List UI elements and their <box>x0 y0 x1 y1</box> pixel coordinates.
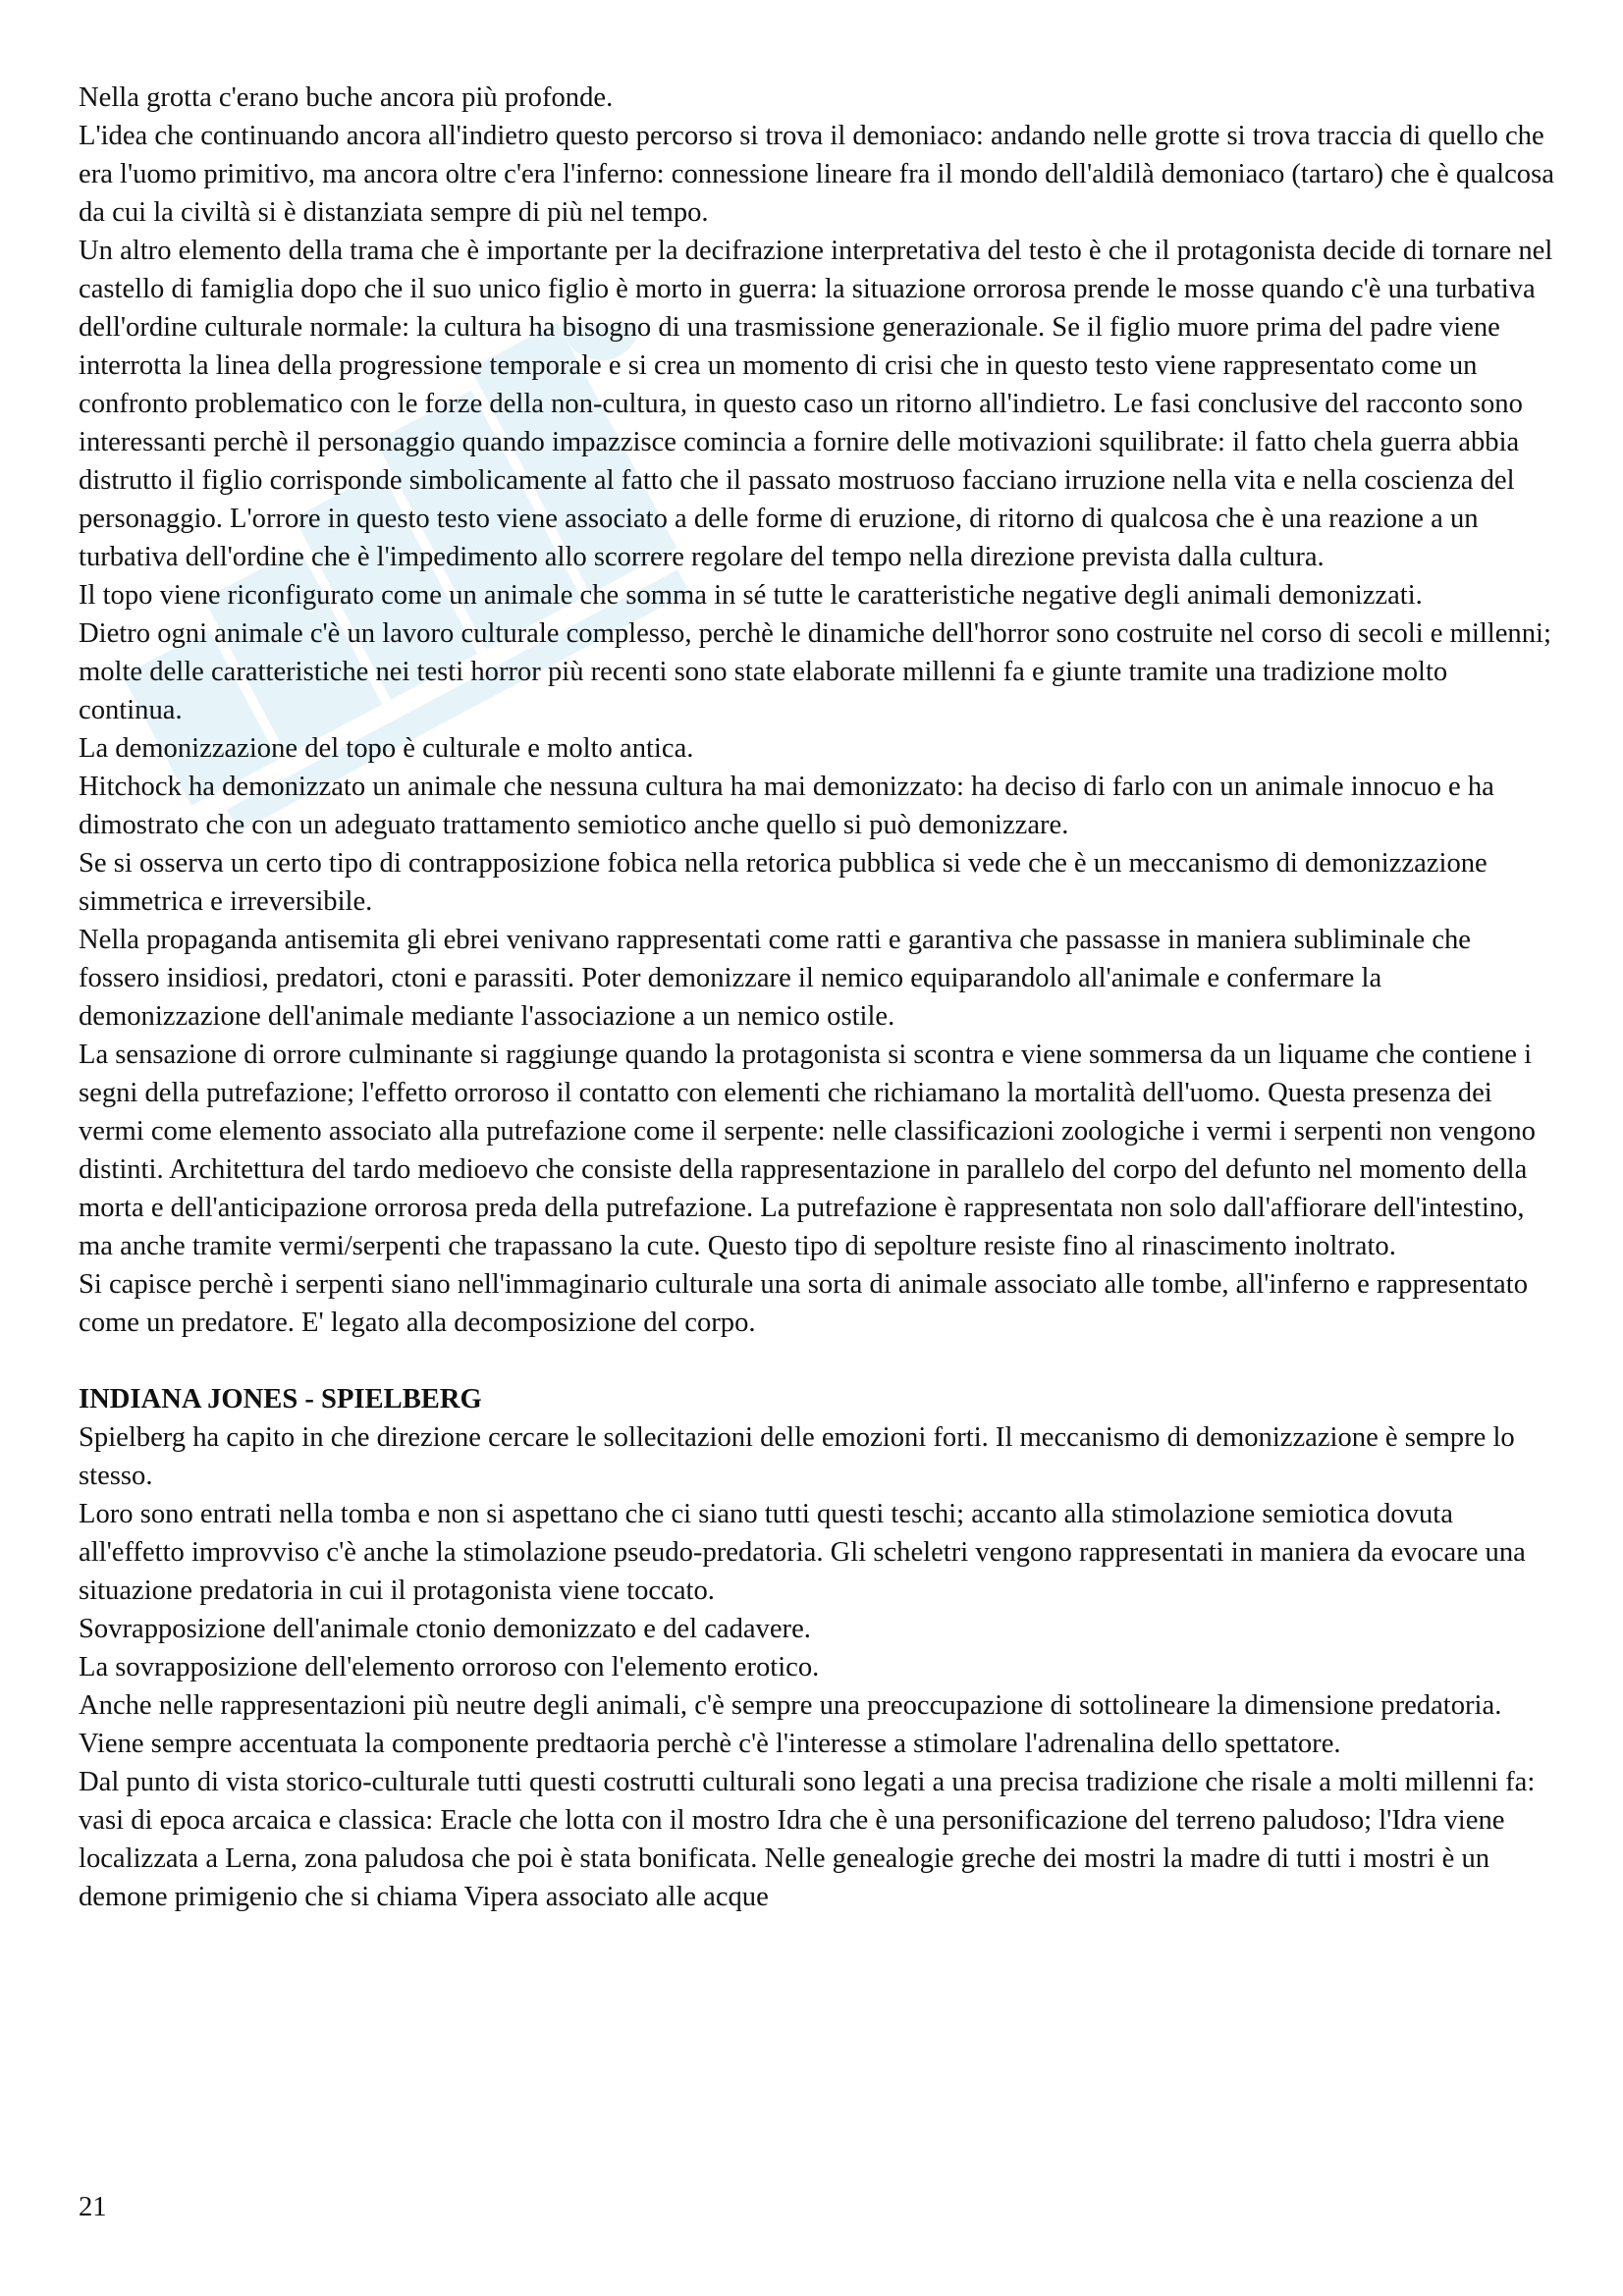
paragraph: Anche nelle rappresentazioni più neutre degli animali, c'è sempre una preoccupazione di sottolineare la dimensione predatoria. Viene sempre accentuata la componente predtaoria perchè c'è l'interesse a stimolare l'adrenalina dello spettatore. <box>79 1690 1502 1759</box>
paragraph: Si capisce perchè i serpenti siano nell'immaginario culturale una sorta di animale associato alle tombe, all'inferno e rappresentato come un predatore. E' legato alla decomposizione del corpo. <box>79 1269 1528 1338</box>
page-number: 21 <box>79 2192 107 2222</box>
paragraph: La demonizzazione del topo è culturale e molto antica. <box>79 733 694 764</box>
paragraph: Spielberg ha capito in che direzione cercare le sollecitazioni delle emozioni forti. Il meccanismo di demonizzazione è sempre lo stesso. <box>79 1422 1515 1491</box>
paragraph: Il topo viene riconfigurato come un animale che somma in sé tutte le caratteristiche negative degli animali demonizzati. <box>79 580 1423 611</box>
paragraph: Nella propaganda antisemita gli ebrei venivano rappresentati come ratti e garantiva che passasse in maniera subliminale che fossero insidiosi, predatori, ctoni e parassiti. Poter demonizzare il nemico equiparandolo all'animale e confermare la demonizzazione dell'animale mediante l'associazione a un nemico ostile. <box>79 925 1472 1032</box>
paragraph: Un altro elemento della trama che è importante per la decifrazione interpretativa del testo è che il protagonista decide di tornare nel castello di famiglia dopo che il suo unico figlio è morto in guerra: la situazione orrorosa prende le mosse quando c'è una turbativa dell'ordine culturale normale: la cultura ha bisogno di una trasmissione generazionale. Se il figlio muore prima del padre viene interrotta la linea della progressione temporale e si crea un momento di crisi che in questo testo viene rappresentato come un confronto problematico con le forze della non-cultura, in questo caso un ritorno all'indietro. Le fasi conclusive del racconto sono interessanti perchè il personaggio quando impazzisce comincia a fornire delle motivazioni squilibrate: il fatto chela guerra abbia distrutto il figlio corrisponde simbolicamente al fatto che il passato mostruoso facciano irruzione nella vita e nella coscienza del personaggio. L'orrore in questo testo viene associato a delle forme di eruzione, di ritorno di qualcosa che è una reazione a un turbativa dell'ordine che è l'impedimento allo scorrere regolare del tempo nella direzione prevista dalla cultura. <box>79 236 1553 572</box>
paragraph: Loro sono entrati nella tomba e non si aspettano che ci siano tutti questi teschi; accanto alla stimolazione semiotica dovuta all'effetto improvviso c'è anche la stimolazione pseudo-predatoria. Gli scheletri vengono rappresentati in maniera da evocare una situazione predatoria in cui il protagonista viene toccato. <box>79 1499 1526 1606</box>
paragraph: Dietro ogni animale c'è un lavoro culturale complesso, perchè le dinamiche dell'horror sono costruite nel corso di secoli e millenni; molte delle caratteristiche nei testi horror più recenti sono state elaborate millenni fa e giunte tramite una tradizione molto continua. <box>79 618 1551 725</box>
paragraph: Se si osserva un certo tipo di contrapposizione fobica nella retorica pubblica si vede che è un meccanismo di demonizzazione simmetrica e irreversibile. <box>79 848 1488 917</box>
paragraph: La sovrapposizione dell'elemento orroroso con l'elemento erotico. <box>79 1652 820 1682</box>
paragraph: Dal punto di vista storico-culturale tutti questi costrutti culturali sono legati a una precisa tradizione che risale a molti millenni fa: vasi di epoca arcaica e classica: Eracle che lotta con il mostro Idra che è una personificazione del terreno paludoso; l'Idra viene localizzata a Lerna, zona paludosa che poi è stata bonificata. Nelle genealogie greche dei mostri la madre di tutti i mostri è un demone primigenio che si chiama Vipera associato alle acque <box>79 1767 1536 1912</box>
paragraph: Hitchock ha demonizzato un animale che nessuna cultura ha mai demonizzato: ha deciso di farlo con un animale innocuo e ha dimostrato che con un adeguato trattamento semiotico anche quello si può demonizzare. <box>79 772 1494 840</box>
paragraph: La sensazione di orrore culminante si raggiunge quando la protagonista si scontra e viene sommersa da un liquame che contiene i segni della putrefazione; l'effetto orroroso il contatto con elementi che richiamano la mortalità dell'uomo. Questa presenza dei vermi come elemento associato alla putrefazione come il serpente: nelle classificazioni zoologiche i vermi i serpenti non vengono distinti. Architettura del tardo medioevo che consiste della rappresentazione in parallelo del corpo del defunto nel momento della morta e dell'anticipazione orrorosa preda della putrefazione. La putrefazione è rappresentata non solo dall'affiorare dell'intestino, ma anche tramite vermi/serpenti che trapassano la cute. Questo tipo di sepolture resiste fino al rinascimento inoltrato. <box>79 1040 1536 1261</box>
paragraph: Nella grotta c'erano buche ancora più profonde. <box>79 82 614 113</box>
document-body <box>79 79 1556 1916</box>
section-heading: INDIANA JONES - SPIELBERG <box>79 1384 482 1415</box>
paragraph: Sovrapposizione dell'animale ctonio demonizzato e del cadavere. <box>79 1614 811 1644</box>
paragraph: L'idea che continuando ancora all'indietro questo percorso si trova il demoniaco: andando nelle grotte si trova traccia di quello che era l'uomo primitivo, ma ancora oltre c'era l'inferno: connessione lineare fra il mondo dell'aldilà demoniaco (tartaro) che è qualcosa da cui la civiltà si è distanziata sempre di più nel tempo. <box>79 121 1554 228</box>
